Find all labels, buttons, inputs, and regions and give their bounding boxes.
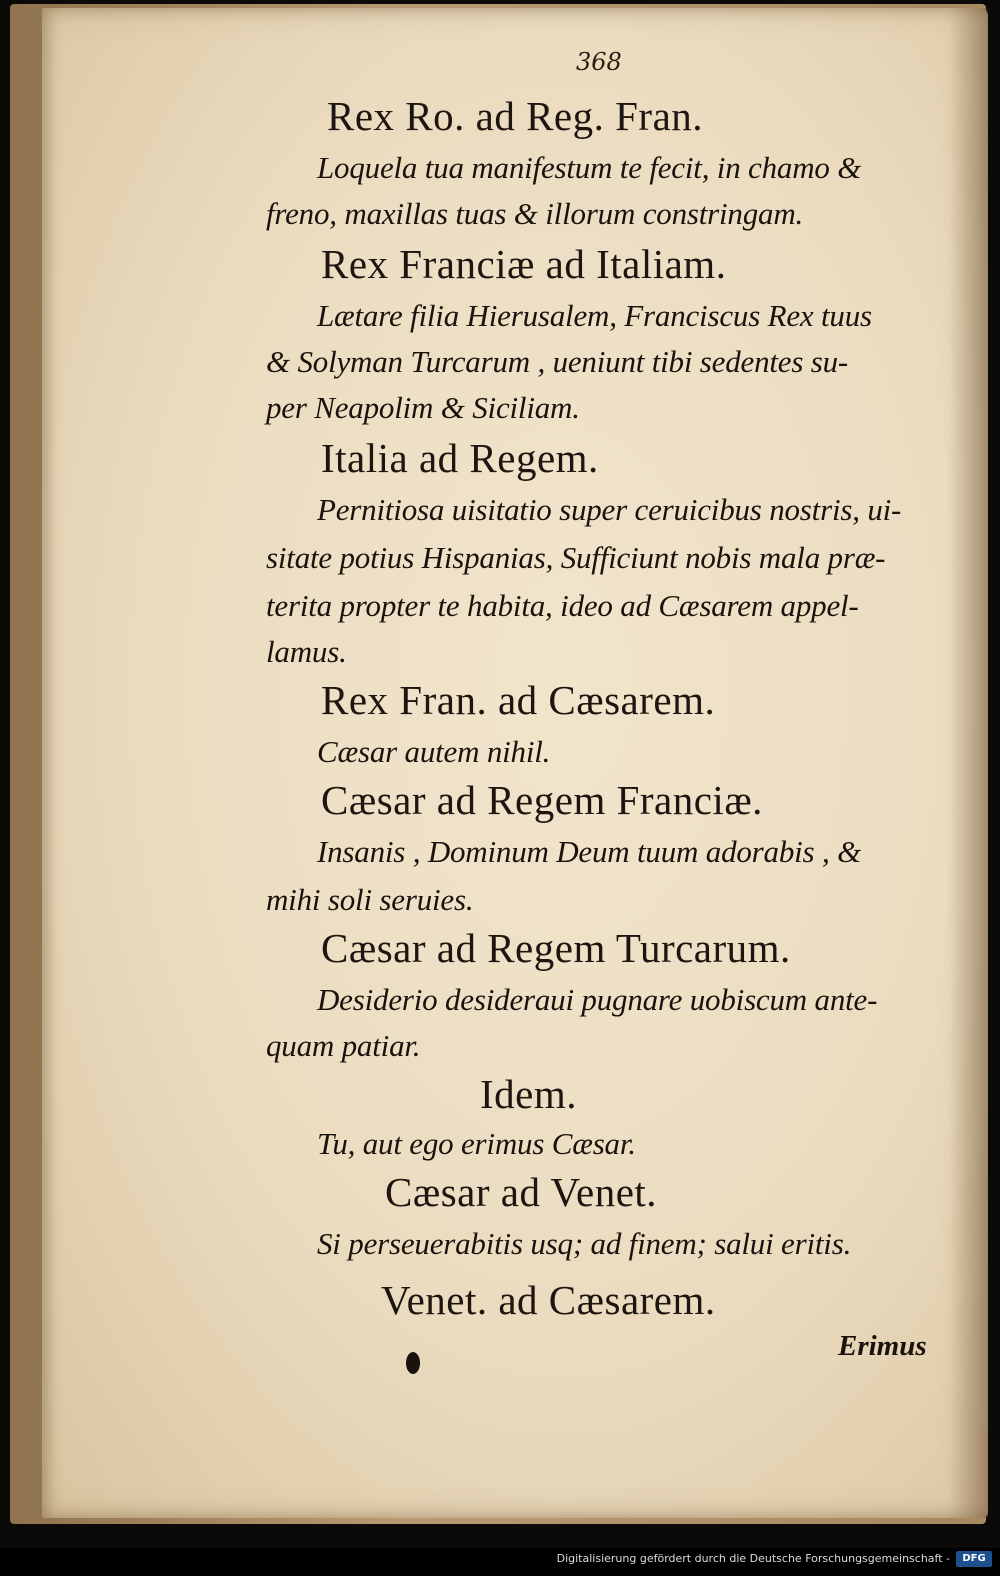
page-number: 368	[576, 48, 622, 76]
dfg-logo-icon: DFG	[956, 1551, 992, 1567]
text-line: Loquela tua manifestum te fecit, in chamo &	[317, 150, 862, 185]
footer-credit: Digitalisierung gefördert durch die Deutsche Forschungsgemeinschaft -	[556, 1552, 950, 1565]
heading-line: Rex Fran. ad Cæsarem.	[321, 677, 716, 723]
heading-line: Idem.	[480, 1071, 577, 1117]
footer-bar	[0, 1548, 1000, 1576]
heading-line: Italia ad Regem.	[321, 435, 599, 481]
text-line: freno, maxillas tuas & illorum constringam.	[266, 196, 804, 231]
text-line: Tu, aut ego erimus Cæsar.	[317, 1126, 636, 1161]
catchword: Erimus	[838, 1330, 927, 1362]
heading-line: Rex Franciæ ad Italiam.	[321, 241, 727, 287]
text-line: sitate potius Hispanias, Sufficiunt nobis mala præ-	[266, 540, 886, 575]
text-line: per Neapolim & Siciliam.	[266, 390, 580, 425]
text-line: Lætare filia Hierusalem, Franciscus Rex tuus	[317, 298, 872, 333]
text-line: Si perseuerabitis usq; ad finem; salui eritis.	[317, 1226, 852, 1261]
text-line: Cæsar autem nihil.	[317, 734, 551, 769]
text-line: mihi soli seruies.	[266, 882, 474, 917]
heading-line: Cæsar ad Regem Turcarum.	[321, 925, 791, 971]
heading-line: Cæsar ad Venet.	[385, 1169, 658, 1215]
text-line: & Solyman Turcarum , ueniunt tibi sedentes su-	[266, 344, 849, 379]
text-line: quam patiar.	[266, 1028, 421, 1063]
page-gutter-shadow	[948, 8, 988, 1518]
ink-blot	[406, 1352, 420, 1374]
text-line: Insanis , Dominum Deum tuum adorabis , &	[317, 834, 861, 869]
heading-line: Cæsar ad Regem Franciæ.	[321, 777, 763, 823]
heading-line: Venet. ad Cæsarem.	[381, 1277, 716, 1323]
text-line: lamus.	[266, 634, 347, 669]
heading-line: Rex Ro. ad Reg. Fran.	[327, 93, 704, 139]
text-line: Desiderio desideraui pugnare uobiscum ante-	[317, 982, 878, 1017]
text-line: Pernitiosa uisitatio super ceruicibus nostris, ui-	[317, 492, 902, 527]
text-line: terita propter te habita, ideo ad Cæsarem appel-	[266, 588, 859, 623]
